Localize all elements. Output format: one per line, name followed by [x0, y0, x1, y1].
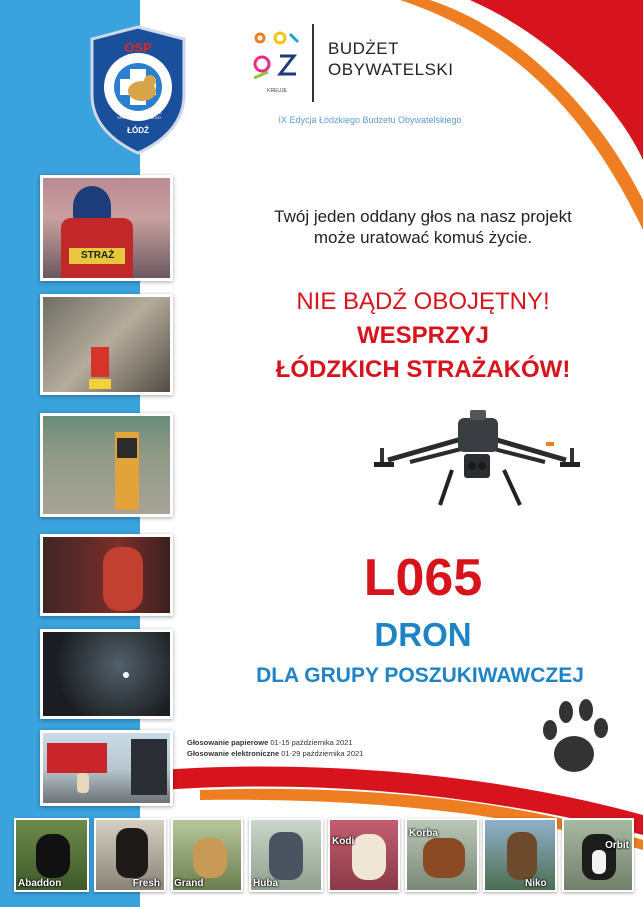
logo-city-text: ŁÓDŹ [127, 126, 149, 135]
dog-photo-niko [483, 818, 557, 892]
lodz-kreuje-icon [250, 28, 302, 90]
photo-rescuer-back [40, 175, 173, 281]
kreuje-text: KREUJE [267, 88, 287, 94]
dog-photo-kodi [328, 818, 400, 892]
paper-vote-dates: 01-15 października 2021 [270, 738, 353, 747]
headline-line1: NIE BĄDŹ OBOJĘTNY! [296, 288, 550, 315]
headline [233, 285, 613, 387]
dog-name: Fresh [132, 878, 160, 889]
dog-name: Huba [253, 878, 278, 889]
intro-line1: Twój jeden oddany głos na nasz projekt [274, 207, 572, 226]
paw-print-icon [538, 692, 613, 782]
photo-collapsed-building [40, 294, 173, 395]
dog-photo-grand [171, 818, 243, 892]
budget-edition: IX Edycja Łódzkiego Budżetu Obywatelskiego [278, 115, 462, 125]
intro-line2: może uratować komuś życie. [313, 228, 533, 247]
online-vote-dates: 01-29 października 2021 [281, 749, 364, 758]
dog-photo-fresh [94, 818, 166, 892]
dog-photo-abaddon [14, 818, 89, 892]
intro-text [233, 206, 613, 248]
photo-night-action [40, 629, 173, 719]
voting-info [187, 737, 363, 759]
budget-line2: OBYWATELSKI [328, 60, 454, 79]
dog-name: Kodi [332, 836, 355, 847]
logo-ring-text: GRUPA RATOWNICTWA SPECJALISTYCZNEGO [116, 110, 162, 120]
dog-name: Orbit [605, 840, 629, 851]
drone-image [370, 410, 585, 515]
dog-name: Grand [174, 878, 204, 889]
dog-name: Abaddon [18, 878, 62, 889]
project-title: DRON [374, 616, 472, 653]
online-vote-label: Głosowanie elektroniczne [187, 749, 280, 758]
logo-divider [312, 24, 314, 102]
budget-line1: BUDŻET [328, 39, 399, 58]
dog-photo-orbit [562, 818, 634, 892]
photo-vehicles-dog [40, 730, 173, 806]
dog-photo-huba [249, 818, 323, 892]
project-subtitle: DLA GRUPY POSZUKIWAWCZEJ [256, 664, 584, 687]
photo-rescuer-dog [40, 534, 173, 616]
project-code: L065 [363, 549, 483, 607]
headline-line2: WESPRZYJ [356, 322, 490, 349]
photo-label: STRAŻ [81, 250, 115, 261]
dog-name: Niko [525, 878, 547, 889]
logo-osp-text: OSP [124, 40, 152, 55]
dog-photo-korba [405, 818, 479, 892]
photo-rubble-search [40, 413, 173, 517]
budget-title [328, 38, 453, 80]
headline-line3: ŁÓDZKICH STRAŻAKÓW! [275, 356, 571, 383]
dog-name: Korba [409, 828, 438, 839]
paper-vote-label: Głosowanie papierowe [187, 738, 269, 747]
